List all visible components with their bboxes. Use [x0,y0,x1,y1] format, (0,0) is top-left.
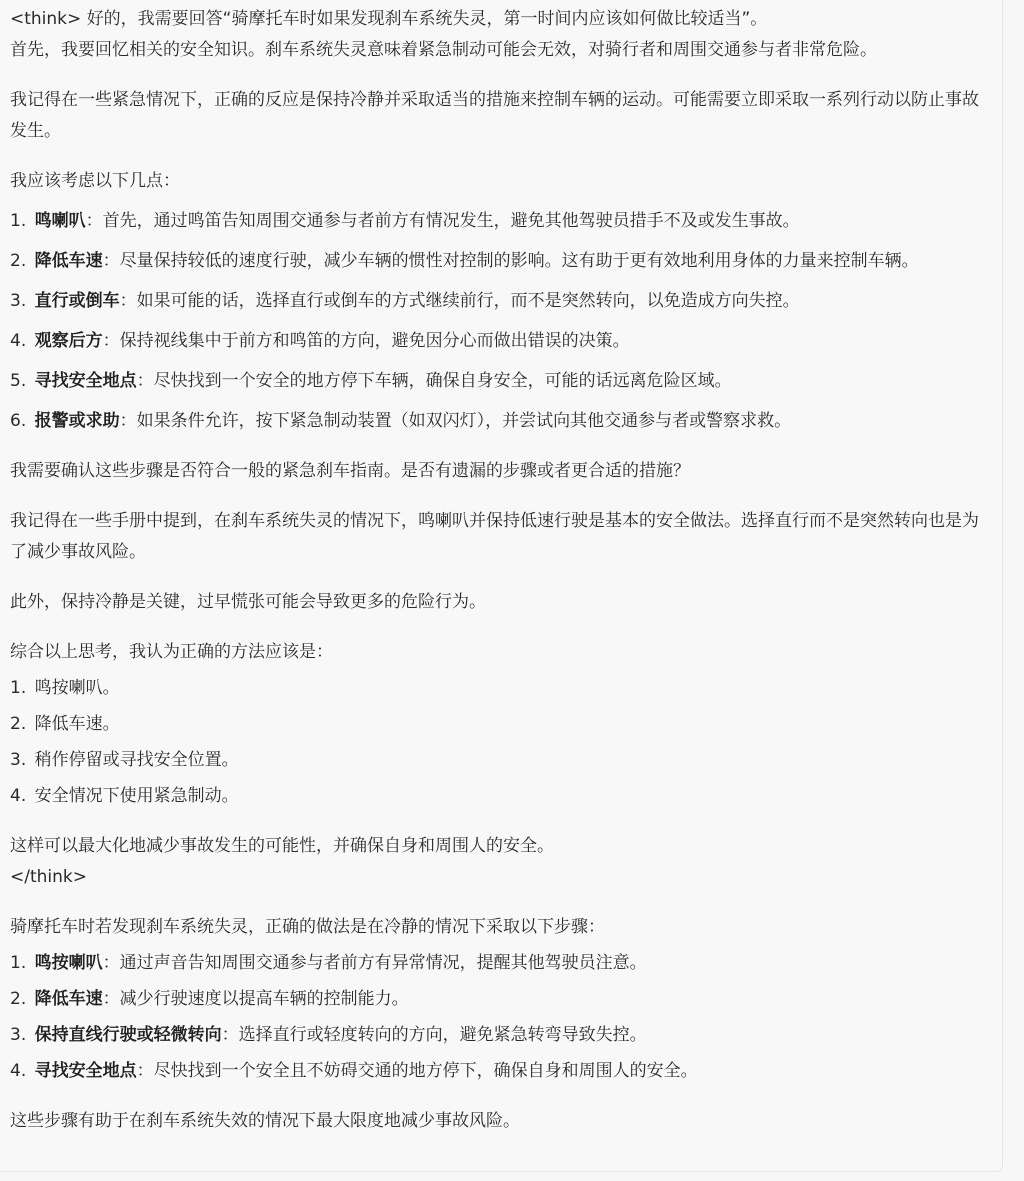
answer-intro: 骑摩托车时若发现刹车系统失灵，正确的做法是在冷静的情况下采取以下步骤： [10,917,605,937]
list-item: 1. 鸣喇叭：首先，通过鸣笛告知周围交通参与者前方有情况发生，避免其他驾驶员措手不及或发生事故。 [10,211,800,231]
list-item: 4. 安全情况下使用紧急制动。 [10,786,239,806]
list-item: 5. 寻找安全地点：尽快找到一个安全的地方停下车辆，确保自身安全，可能的话远离危险区域。 [10,371,732,391]
list-item: 1. 鸣按喇叭：通过声音告知周围交通参与者前方有异常情况，提醒其他驾驶员注意。 [10,953,647,973]
list-item: 2. 降低车速。 [10,714,120,734]
think-paragraph-8: 这样可以最大化地减少事故发生的可能性，并确保自身和周围人的安全。 [10,836,554,856]
list-item: 3. 保持直线行驶或轻微转向：选择直行或轻度转向的方向，避免紧急转弯导致失控。 [10,1025,647,1045]
list-item: 1. 鸣按喇叭。 [10,678,120,698]
list-item: 2. 降低车速：减少行驶速度以提高车辆的控制能力。 [10,989,409,1009]
think-paragraph-6: 此外，保持冷静是关键，过早慌张可能会导致更多的危险行为。 [10,592,486,612]
list-item: 6. 报警或求助：如果条件允许，按下紧急制动装置（如双闪灯），并尝试向其他交通参与者或警察求救。 [10,411,792,431]
think-paragraph-1: 首先，我要回忆相关的安全知识。刹车系统失灵意味着紧急制动可能会无效，对骑行者和周围交通参与者非常危险。 [10,40,877,60]
list-item: 4. 观察后方：保持视线集中于前方和鸣笛的方向，避免因分心而做出错误的决策。 [10,331,630,351]
think-paragraph-5: 我记得在一些手册中提到，在刹车系统失灵的情况下，鸣喇叭并保持低速行驶是基本的安全做法。选择直行而不是突然转向也是为了减少事故风险。 [10,511,979,562]
answer-conclusion: 这些步骤有助于在刹车系统失效的情况下最大限度地减少事故风险。 [10,1111,520,1131]
think-summary-list [10,673,1002,812]
think-intro-line [10,4,995,35]
think-paragraph-7: 综合以上思考，我认为正确的方法应该是： [10,642,333,662]
list-item: 3. 直行或倒车：如果可能的话，选择直行或倒车的方式继续前行，而不是突然转向，以免造成方向失控。 [10,291,800,311]
answer-steps-list [10,948,1002,1087]
think-intro: 好的，我需要回答“骑摩托车时如果发现刹车系统失灵，第一时间内应该如何做比较适当”。 [86,9,768,29]
think-points-list [10,206,1002,437]
think-paragraph-2: 我记得在一些紧急情况下，正确的反应是保持冷静并采取适当的措施来控制车辆的运动。可能需要立即采取一系列行动以防止事故发生。 [10,90,979,141]
think-paragraph-4: 我需要确认这些步骤是否符合一般的紧急刹车指南。是否有遗漏的步骤或者更合适的措施？ [10,461,690,481]
think-open-tag: <think> [10,9,82,29]
list-item: 2. 降低车速：尽量保持较低的速度行驶，减少车辆的惯性对控制的影响。这有助于更有效地利用身体的力量来控制车辆。 [10,251,919,271]
list-item: 3. 稍作停留或寻找安全位置。 [10,750,239,770]
list-item: 4. 寻找安全地点：尽快找到一个安全且不妨碍交通的地方停下，确保自身和周围人的安全。 [10,1061,698,1081]
think-close-tag: </think> [10,867,87,887]
think-paragraph-3: 我应该考虑以下几点： [10,171,180,191]
